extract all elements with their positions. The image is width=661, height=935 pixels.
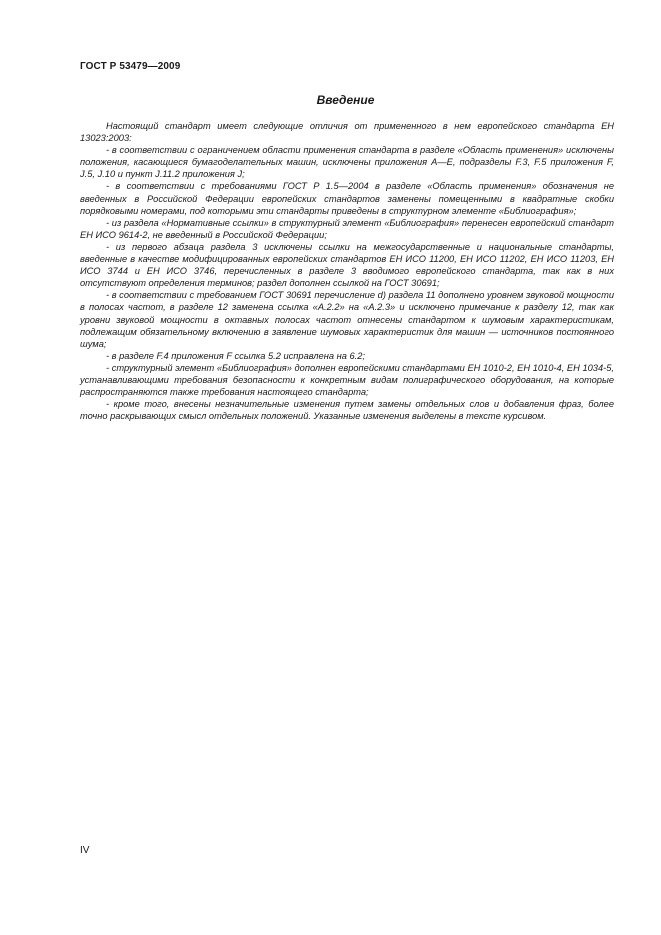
introduction-body <box>80 120 614 422</box>
paragraph: - в соответствии с требованиями ГОСТ Р 1.5—2004 в разделе «Область применения» обозначения не введенных в Российской Федерации европейских стандартов заменены помещенными в квадратные скобки порядковыми номерами, под которыми эти стандарты приведены в структурном элементе «Библиография»; <box>80 181 614 216</box>
page-number: IV <box>80 845 90 856</box>
paragraph: - в соответствии с ограничением области применения стандарта в разделе «Область применения» исключены положения, касающиеся бумагоделательных машин, исключены приложения А—Е, подразделы F.3, F.5 приложения F, J.5, J.10 и пункт J.11.2 приложения J; <box>80 145 614 180</box>
paragraph: - кроме того, внесены незначительные изменения путем замены отдельных слов и добавления фраз, более точно раскрывающих смысл отдельных положений. Указанные изменения выделены в тексте курсивом. <box>80 399 614 422</box>
section-title: Введение <box>316 93 375 107</box>
paragraph: Настоящий стандарт имеет следующие отличия от примененного в нем европейского стандарта ЕН 13023:2003: <box>80 121 614 144</box>
paragraph: - в разделе F.4 приложения F ссылка 5.2 исправлена на 6.2; <box>106 350 365 361</box>
paragraph: - структурный элемент «Библиография» дополнен европейскими стандартами ЕН 1010-2, ЕН 1010-4, ЕН 1034-5, устанавливающими требования безопасности к конкретным видам полиграфического оборудования, на которые распространяются также требования настоящего стандарта; <box>80 362 614 398</box>
paragraph: - из первого абзаца раздела 3 исключены ссылки на межгосударственные и национальные стандарты, введенные в качестве модифицированных европейских стандартов ЕН ИСО 11200, ЕН ИСО 11202, ЕН ИСО 11203, ЕН ИСО 3744 и ЕН ИСО 3746, перечисленных в разделе 3 вводимого европейского стандарта, так как в них отсутствуют определения терминов; раздел дополнен ссылкой на ГОСТ 30691; <box>80 241 614 289</box>
paragraph: - в соответствии с требованием ГОСТ 30691 перечисление d) раздела 11 дополнено уровнем звуковой мощности в полосах частот, в разделе 12 заменена ссылка «А.2.2» на «А.2.3» и исключено примечание к разделу 12, так как уровни звуковой мощности в октавных полосах частот отнесены стандартом к шумовым характеристикам, подлежащим обязательному включению в заявление шумовых характеристик для машин — источников постоянного шума; <box>80 290 614 349</box>
paragraph: - из раздела «Нормативные ссылки» в структурный элемент «Библиография» перенесен европейский стандарт ЕН ИСО 9614-2, не введенный в Российской Федерации; <box>80 217 614 240</box>
standard-code-header: ГОСТ Р 53479—2009 <box>80 61 181 72</box>
